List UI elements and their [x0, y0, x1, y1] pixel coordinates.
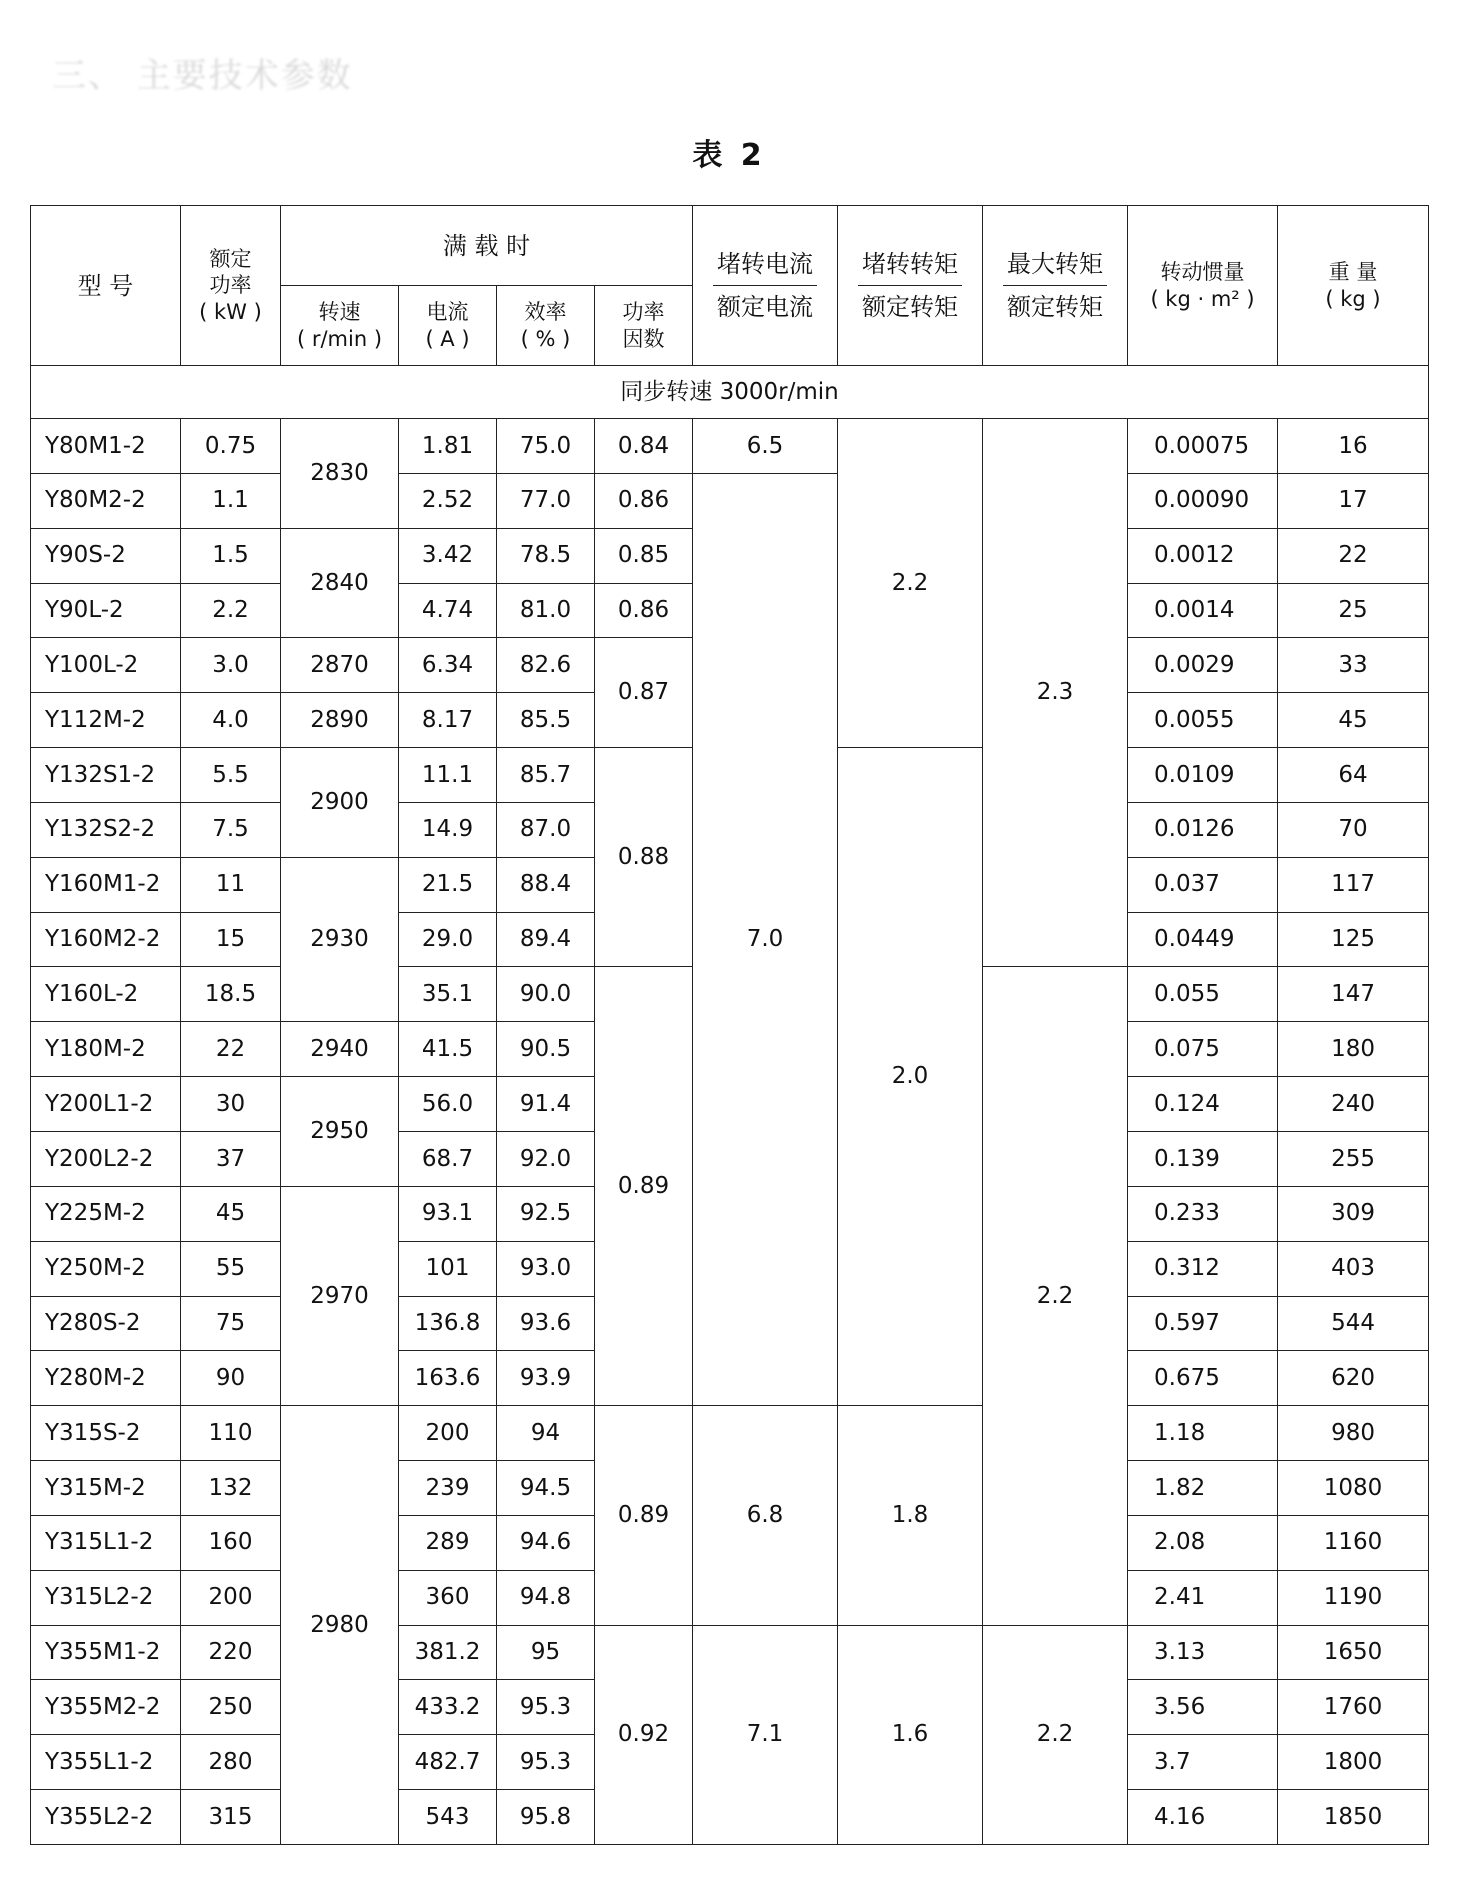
weight-cell: 1190: [1278, 1570, 1429, 1625]
power-cell: 75: [181, 1296, 281, 1351]
weight-cell: 309: [1278, 1186, 1429, 1241]
header-efficiency-label: 效率: [524, 300, 567, 325]
inertia-cell: 0.124: [1128, 1077, 1278, 1132]
power-cell: 45: [181, 1186, 281, 1241]
weight-cell: 64: [1278, 748, 1429, 803]
weight-cell: 70: [1278, 802, 1429, 857]
inertia-cell: 0.055: [1128, 967, 1278, 1022]
power-cell: 3.0: [181, 638, 281, 693]
power-factor-cell: 0.92: [595, 1625, 693, 1844]
weight-cell: 1650: [1278, 1625, 1429, 1680]
speed-cell: 2870: [281, 638, 399, 693]
weight-cell: 22: [1278, 528, 1429, 583]
model-cell: Y160M2-2: [31, 912, 181, 967]
inertia-cell: 2.41: [1128, 1570, 1278, 1625]
efficiency-cell: 91.4: [497, 1077, 595, 1132]
efficiency-cell: 81.0: [497, 583, 595, 638]
header-efficiency-unit: ( % ): [520, 326, 571, 351]
header-power-factor: [595, 286, 693, 366]
efficiency-cell: 88.4: [497, 857, 595, 912]
model-cell: Y250M-2: [31, 1241, 181, 1296]
inertia-cell: 1.18: [1128, 1406, 1278, 1461]
section-heading: 三、 主要技术参数: [52, 56, 353, 96]
header-speed-label: 转速: [318, 300, 361, 325]
header-model: 型 号: [31, 206, 181, 366]
power-cell: 90: [181, 1351, 281, 1406]
header-locked-torque-num: 堵转转矩: [858, 245, 962, 286]
inertia-cell: 0.00075: [1128, 419, 1278, 474]
header-speed: [281, 286, 399, 366]
model-cell: Y90L-2: [31, 583, 181, 638]
inertia-cell: 2.08: [1128, 1515, 1278, 1570]
sync-speed-label: 同步转速 3000r/min: [31, 366, 1429, 419]
header-power: [181, 206, 281, 366]
speed-cell: 2970: [281, 1186, 399, 1405]
spec-table-body: [31, 366, 1429, 1845]
weight-cell: 16: [1278, 419, 1429, 474]
efficiency-cell: 78.5: [497, 528, 595, 583]
weight-cell: 403: [1278, 1241, 1429, 1296]
power-cell: 220: [181, 1625, 281, 1680]
power-cell: 22: [181, 1022, 281, 1077]
inertia-cell: 0.597: [1128, 1296, 1278, 1351]
efficiency-cell: 93.0: [497, 1241, 595, 1296]
weight-cell: 1080: [1278, 1461, 1429, 1516]
power-cell: 1.5: [181, 528, 281, 583]
current-cell: 35.1: [399, 967, 497, 1022]
current-cell: 29.0: [399, 912, 497, 967]
speed-cell: 2840: [281, 528, 399, 638]
inertia-cell: 0.0014: [1128, 583, 1278, 638]
model-cell: Y355L1-2: [31, 1735, 181, 1790]
table-row: [31, 1406, 1429, 1461]
header-max-torque-ratio: [983, 206, 1128, 366]
power-cell: 315: [181, 1790, 281, 1845]
weight-cell: 544: [1278, 1296, 1429, 1351]
efficiency-cell: 94.5: [497, 1461, 595, 1516]
power-factor-cell: 0.86: [595, 473, 693, 528]
model-cell: Y200L1-2: [31, 1077, 181, 1132]
model-cell: Y355L2-2: [31, 1790, 181, 1845]
power-factor-cell: 0.88: [595, 748, 693, 967]
weight-cell: 117: [1278, 857, 1429, 912]
model-cell: Y315M-2: [31, 1461, 181, 1516]
max-torque-ratio-cell: 2.2: [983, 1625, 1128, 1844]
locked-torque-ratio-cell: 2.0: [838, 748, 983, 1406]
efficiency-cell: 95.8: [497, 1790, 595, 1845]
current-cell: 1.81: [399, 419, 497, 474]
header-locked-torque-den: 额定转矩: [862, 293, 959, 321]
efficiency-cell: 92.0: [497, 1131, 595, 1186]
model-cell: Y132S1-2: [31, 748, 181, 803]
header-weight: [1278, 206, 1429, 366]
model-cell: Y100L-2: [31, 638, 181, 693]
header-locked-current-num: 堵转电流: [713, 245, 817, 286]
speed-cell: 2940: [281, 1022, 399, 1077]
inertia-cell: 0.233: [1128, 1186, 1278, 1241]
weight-cell: 25: [1278, 583, 1429, 638]
weight-cell: 240: [1278, 1077, 1429, 1132]
efficiency-cell: 95.3: [497, 1680, 595, 1735]
model-cell: Y355M2-2: [31, 1680, 181, 1735]
power-factor-cell: 0.87: [595, 638, 693, 748]
header-current: [399, 286, 497, 366]
model-cell: Y160L-2: [31, 967, 181, 1022]
efficiency-cell: 75.0: [497, 419, 595, 474]
locked-current-ratio-cell: 7.0: [693, 473, 838, 1405]
efficiency-cell: 94.6: [497, 1515, 595, 1570]
header-locked-torque-ratio: [838, 206, 983, 366]
inertia-cell: 0.0109: [1128, 748, 1278, 803]
header-current-label: 电流: [426, 300, 469, 325]
header-efficiency: [497, 286, 595, 366]
power-cell: 132: [181, 1461, 281, 1516]
model-cell: Y112M-2: [31, 693, 181, 748]
current-cell: 482.7: [399, 1735, 497, 1790]
current-cell: 11.1: [399, 748, 497, 803]
power-cell: 11: [181, 857, 281, 912]
weight-cell: 620: [1278, 1351, 1429, 1406]
header-full-load: 满 载 时: [281, 206, 693, 286]
power-factor-cell: 0.85: [595, 528, 693, 583]
table-row: [31, 1625, 1429, 1680]
current-cell: 543: [399, 1790, 497, 1845]
model-cell: Y315S-2: [31, 1406, 181, 1461]
current-cell: 3.42: [399, 528, 497, 583]
model-cell: Y160M1-2: [31, 857, 181, 912]
speed-cell: 2830: [281, 419, 399, 529]
weight-cell: 1160: [1278, 1515, 1429, 1570]
efficiency-cell: 87.0: [497, 802, 595, 857]
header-weight-label: 重 量: [1328, 260, 1378, 285]
inertia-cell: 3.56: [1128, 1680, 1278, 1735]
current-cell: 136.8: [399, 1296, 497, 1351]
current-cell: 101: [399, 1241, 497, 1296]
header-inertia: [1128, 206, 1278, 366]
power-cell: 30: [181, 1077, 281, 1132]
header-inertia-label: 转动惯量: [1160, 260, 1245, 285]
header-current-unit: ( A ): [425, 326, 470, 351]
power-cell: 1.1: [181, 473, 281, 528]
inertia-cell: 0.312: [1128, 1241, 1278, 1296]
weight-cell: 980: [1278, 1406, 1429, 1461]
power-cell: 4.0: [181, 693, 281, 748]
current-cell: 163.6: [399, 1351, 497, 1406]
sync-speed-row: [31, 366, 1429, 419]
current-cell: 433.2: [399, 1680, 497, 1735]
weight-cell: 17: [1278, 473, 1429, 528]
efficiency-cell: 93.6: [497, 1296, 595, 1351]
model-cell: Y200L2-2: [31, 1131, 181, 1186]
model-cell: Y80M2-2: [31, 473, 181, 528]
header-weight-unit: ( kg ): [1325, 286, 1381, 311]
table-row: [31, 419, 1429, 474]
header-max-torque-num: 最大转矩: [1003, 245, 1107, 286]
speed-cell: 2930: [281, 857, 399, 1022]
inertia-cell: 0.00090: [1128, 473, 1278, 528]
locked-current-ratio-cell: 6.5: [693, 419, 838, 474]
current-cell: 4.74: [399, 583, 497, 638]
efficiency-cell: 94.8: [497, 1570, 595, 1625]
model-cell: Y280M-2: [31, 1351, 181, 1406]
inertia-cell: 1.82: [1128, 1461, 1278, 1516]
inertia-cell: 0.139: [1128, 1131, 1278, 1186]
power-factor-cell: 0.86: [595, 583, 693, 638]
weight-cell: 1760: [1278, 1680, 1429, 1735]
header-speed-unit: ( r/min ): [296, 326, 383, 351]
current-cell: 21.5: [399, 857, 497, 912]
current-cell: 14.9: [399, 802, 497, 857]
power-factor-cell: 0.89: [595, 967, 693, 1406]
locked-current-ratio-cell: 6.8: [693, 1406, 838, 1625]
efficiency-cell: 89.4: [497, 912, 595, 967]
inertia-cell: 0.0029: [1128, 638, 1278, 693]
locked-torque-ratio-cell: 2.2: [838, 419, 983, 748]
power-cell: 15: [181, 912, 281, 967]
inertia-cell: 3.13: [1128, 1625, 1278, 1680]
current-cell: 6.34: [399, 638, 497, 693]
efficiency-cell: 82.6: [497, 638, 595, 693]
efficiency-cell: 93.9: [497, 1351, 595, 1406]
inertia-cell: 0.0449: [1128, 912, 1278, 967]
weight-cell: 180: [1278, 1022, 1429, 1077]
inertia-cell: 0.675: [1128, 1351, 1278, 1406]
power-cell: 18.5: [181, 967, 281, 1022]
efficiency-cell: 92.5: [497, 1186, 595, 1241]
weight-cell: 1800: [1278, 1735, 1429, 1790]
max-torque-ratio-cell: 2.2: [983, 967, 1128, 1625]
current-cell: 68.7: [399, 1131, 497, 1186]
weight-cell: 255: [1278, 1131, 1429, 1186]
power-cell: 2.2: [181, 583, 281, 638]
inertia-cell: 0.0055: [1128, 693, 1278, 748]
power-cell: 160: [181, 1515, 281, 1570]
current-cell: 41.5: [399, 1022, 497, 1077]
power-cell: 55: [181, 1241, 281, 1296]
current-cell: 8.17: [399, 693, 497, 748]
speed-cell: 2900: [281, 748, 399, 858]
power-cell: 0.75: [181, 419, 281, 474]
efficiency-cell: 90.5: [497, 1022, 595, 1077]
efficiency-cell: 85.5: [497, 693, 595, 748]
inertia-cell: 0.037: [1128, 857, 1278, 912]
current-cell: 200: [399, 1406, 497, 1461]
weight-cell: 1850: [1278, 1790, 1429, 1845]
power-cell: 7.5: [181, 802, 281, 857]
speed-cell: 2950: [281, 1077, 399, 1187]
power-cell: 200: [181, 1570, 281, 1625]
model-cell: Y225M-2: [31, 1186, 181, 1241]
efficiency-cell: 95.3: [497, 1735, 595, 1790]
efficiency-cell: 95: [497, 1625, 595, 1680]
inertia-cell: 0.0012: [1128, 528, 1278, 583]
inertia-cell: 0.0126: [1128, 802, 1278, 857]
header-power-line2: 功率: [209, 273, 252, 298]
speed-cell: 2890: [281, 693, 399, 748]
model-cell: Y315L1-2: [31, 1515, 181, 1570]
weight-cell: 125: [1278, 912, 1429, 967]
efficiency-cell: 90.0: [497, 967, 595, 1022]
model-cell: Y315L2-2: [31, 1570, 181, 1625]
locked-torque-ratio-cell: 1.8: [838, 1406, 983, 1625]
motor-spec-table: [30, 205, 1429, 1845]
power-cell: 280: [181, 1735, 281, 1790]
model-cell: Y180M-2: [31, 1022, 181, 1077]
power-factor-cell: 0.89: [595, 1406, 693, 1625]
current-cell: 2.52: [399, 473, 497, 528]
power-cell: 37: [181, 1131, 281, 1186]
table-row: [31, 473, 1429, 528]
model-cell: Y80M1-2: [31, 419, 181, 474]
table-title: 表 2: [692, 138, 766, 173]
efficiency-cell: 85.7: [497, 748, 595, 803]
current-cell: 360: [399, 1570, 497, 1625]
current-cell: 381.2: [399, 1625, 497, 1680]
header-locked-current-ratio: [693, 206, 838, 366]
weight-cell: 147: [1278, 967, 1429, 1022]
inertia-cell: 3.7: [1128, 1735, 1278, 1790]
power-cell: 110: [181, 1406, 281, 1461]
efficiency-cell: 94: [497, 1406, 595, 1461]
efficiency-cell: 77.0: [497, 473, 595, 528]
current-cell: 56.0: [399, 1077, 497, 1132]
header-power-factor-line2: 因数: [622, 326, 665, 351]
header-power-unit: ( kW ): [199, 299, 262, 324]
header-max-torque-den: 额定转矩: [1007, 293, 1104, 321]
power-cell: 250: [181, 1680, 281, 1735]
header-power-line1: 额定: [209, 247, 252, 272]
header-power-factor-line1: 功率: [622, 300, 665, 325]
power-cell: 5.5: [181, 748, 281, 803]
locked-current-ratio-cell: 7.1: [693, 1625, 838, 1844]
model-cell: Y355M1-2: [31, 1625, 181, 1680]
max-torque-ratio-cell: 2.3: [983, 419, 1128, 967]
weight-cell: 33: [1278, 638, 1429, 693]
inertia-cell: 4.16: [1128, 1790, 1278, 1845]
current-cell: 289: [399, 1515, 497, 1570]
locked-torque-ratio-cell: 1.6: [838, 1625, 983, 1844]
model-cell: Y280S-2: [31, 1296, 181, 1351]
model-cell: Y90S-2: [31, 528, 181, 583]
current-cell: 239: [399, 1461, 497, 1516]
current-cell: 93.1: [399, 1186, 497, 1241]
header-locked-current-den: 额定电流: [717, 293, 814, 321]
model-cell: Y132S2-2: [31, 802, 181, 857]
power-factor-cell: 0.84: [595, 419, 693, 474]
speed-cell: 2980: [281, 1406, 399, 1845]
weight-cell: 45: [1278, 693, 1429, 748]
inertia-cell: 0.075: [1128, 1022, 1278, 1077]
header-inertia-unit: ( kg · m² ): [1150, 286, 1255, 311]
